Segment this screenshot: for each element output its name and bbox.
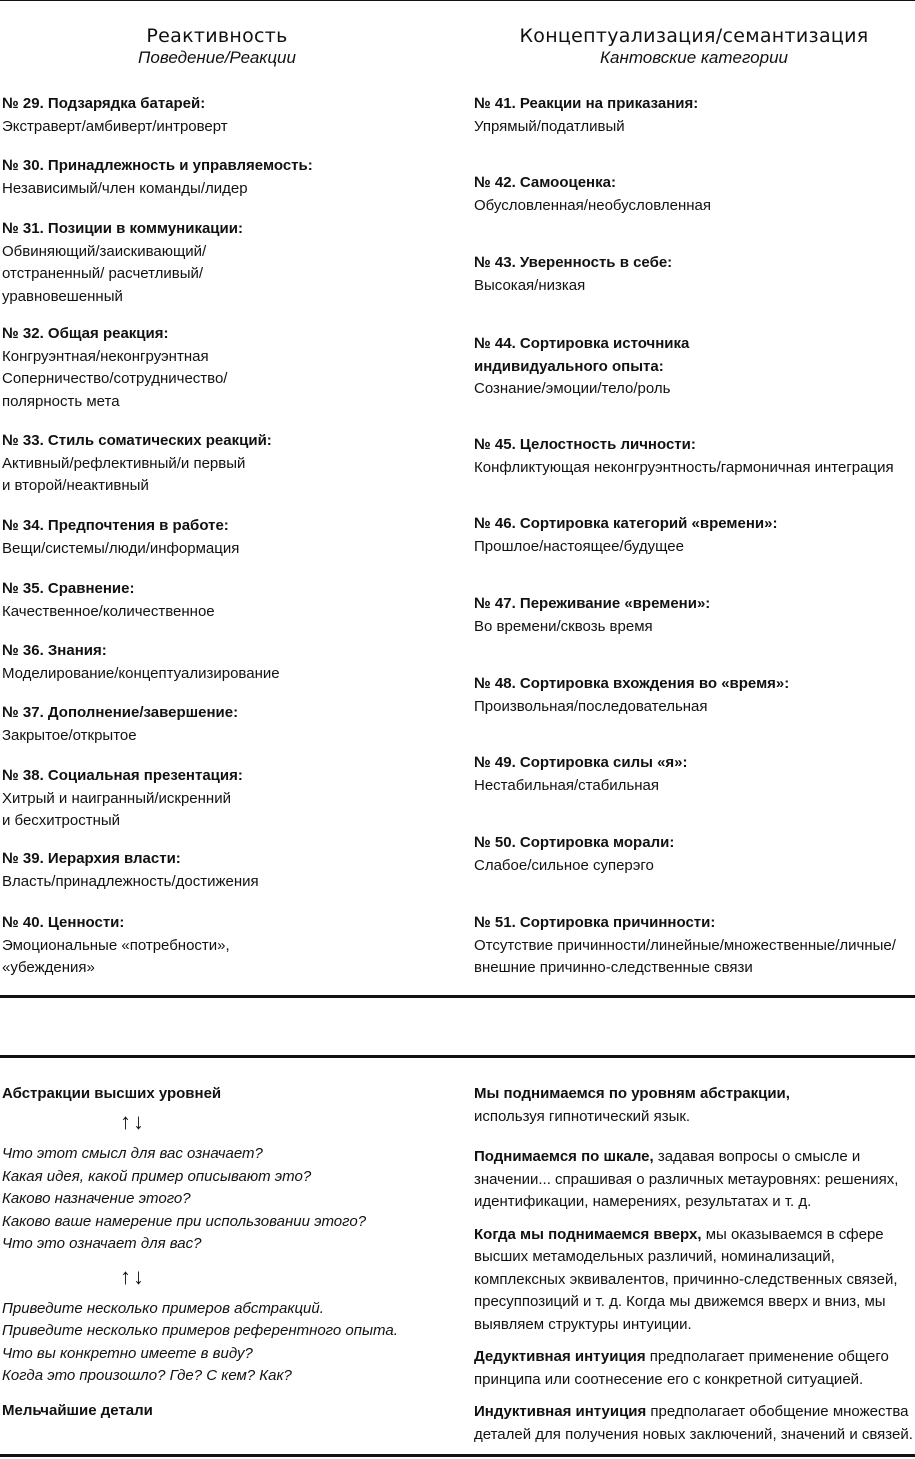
left-item [2, 155, 313, 200]
ladder-heading-bottom: Мельчайшие детали [2, 1401, 153, 1419]
item-title: № 31. Позиции в коммуникации: [2, 220, 243, 237]
p1-bold: Мы поднимаемся по уровням абстракции, [474, 1085, 790, 1102]
question-up: Что этот смысл для вас означает? [2, 1145, 263, 1162]
left-item [2, 912, 230, 980]
question-up: Каково назначение этого? [2, 1190, 191, 1207]
left-item [2, 702, 238, 747]
left-column-header [2, 24, 432, 68]
item-description: Конфликтующая неконгруэнтность/гармоничная интеграция [474, 458, 894, 476]
right-item [474, 752, 688, 797]
item-title: № 35. Сравнение: [2, 580, 135, 597]
right-item [474, 593, 710, 638]
question-up: Каково ваше намерение при использовании этого? [2, 1212, 367, 1230]
up-down-arrows-icon: ↑↓ [120, 1109, 146, 1134]
left-item [2, 578, 215, 623]
item-title: № 40. Ценности: [2, 914, 125, 931]
left-item [2, 430, 272, 498]
item-description: Произвольная/последовательная [474, 697, 708, 715]
item-title: № 36. Знания: [2, 642, 107, 659]
right-item [474, 172, 711, 217]
left-item [2, 515, 239, 560]
p4-bold: Дедуктивная интуиция [474, 1348, 646, 1365]
item-title: № 29. Подзарядка батарей: [2, 95, 206, 112]
item-description: Вещи/системы/люди/информация [2, 539, 240, 557]
item-description: Обвиняющий/заискивающий/ [2, 242, 207, 260]
left-column-subtitle: Поведение/Реакции [138, 48, 296, 67]
item-title: № 48. Сортировка вхождения во «время»: [474, 675, 790, 692]
left-item [2, 848, 259, 893]
p2-text: задавая вопросы о смысле и значении... спрашивая о различных метауровнях: решениях, идентификации, намерениях, результатах и т. д. [474, 1148, 899, 1210]
right-item [474, 93, 698, 138]
left-item [2, 640, 280, 685]
right-item [474, 434, 894, 479]
item-description: Нестабильная/стабильная [474, 776, 660, 794]
p5-bold: Индуктивная интуиция [474, 1403, 647, 1420]
right-item [474, 252, 672, 297]
left-item [2, 765, 243, 833]
paragraph-3 [474, 1224, 914, 1337]
item-description: внешние причинно-следственные связи [474, 959, 753, 976]
right-column-subtitle: Кантовские категории [599, 48, 789, 67]
abstraction-explanation [474, 1083, 914, 1456]
right-column [474, 24, 914, 78]
item-description: Сознание/эмоции/тело/роль [474, 380, 671, 397]
questions-down [2, 1298, 442, 1388]
right-item [474, 912, 896, 980]
left-item [2, 323, 227, 413]
page-bottom-rule [0, 1454, 915, 1457]
right-item [474, 333, 689, 401]
item-description: полярность мета [2, 392, 120, 410]
item-title: № 33. Стиль соматических реакций: [2, 432, 272, 449]
p5-text: предполагает обобщение множества деталей для получения новых заключений, значений и связей. [474, 1403, 913, 1443]
item-title: № 38. Социальная презентация: [2, 767, 243, 784]
item-title: № 50. Сортировка морали: [474, 834, 675, 851]
abstraction-ladder [2, 1083, 442, 1422]
item-description: «убеждения» [2, 959, 95, 976]
item-title: № 42. Самооценка: [474, 174, 616, 191]
item-title: № 43. Уверенность в себе: [474, 254, 673, 271]
p4-text: предполагает применение общего принципа или соотнесение его с конкретной ситуацией. [474, 1348, 889, 1388]
ladder-heading-top: Абстракции высших уровней [2, 1085, 222, 1102]
item-description: Высокая/низкая [474, 276, 586, 294]
paragraph-2 [474, 1146, 914, 1214]
item-description: Конгруэнтная/неконгруэнтная [2, 347, 209, 365]
right-item [474, 673, 789, 718]
item-description: и бесхитростный [2, 812, 121, 829]
item-description: отстраненный/ расчетливый/ [2, 265, 204, 282]
item-description: Независимый/член команды/лидер [2, 179, 248, 197]
question-up: Какая идея, какой пример описывают это? [2, 1167, 312, 1185]
item-description: Соперничество/сотрудничество/ [2, 370, 228, 387]
paragraph-1 [474, 1083, 914, 1128]
item-title: № 39. Иерархия власти: [2, 850, 181, 867]
item-title: № 37. Дополнение/завершение: [2, 704, 239, 721]
left-column-title: Реактивность [146, 25, 288, 47]
question-down: Приведите несколько примеров референтного опыта. [2, 1322, 398, 1339]
item-description: Власть/принадлежность/достижения [2, 872, 259, 890]
left-item [2, 218, 243, 308]
item-title: № 34. Предпочтения в работе: [2, 517, 229, 534]
question-up: Что это означает для вас? [2, 1235, 202, 1252]
item-title: № 45. Целостность личности: [474, 436, 696, 453]
paragraph-5 [474, 1401, 914, 1446]
item-title: № 49. Сортировка силы «я»: [474, 754, 688, 771]
left-item [2, 93, 228, 138]
section-divider-bottom [0, 1055, 915, 1058]
item-title: № 51. Сортировка причинности: [474, 914, 716, 931]
item-description: Качественное/количественное [2, 602, 215, 620]
item-title: № 46. Сортировка категорий «времени»: [474, 515, 778, 532]
item-description: Хитрый и наигранный/искренний [2, 789, 231, 807]
item-description: Отсутствие причинности/линейные/множественные/личные/ [474, 936, 896, 954]
item-description: и второй/неактивный [2, 477, 149, 494]
question-down: Что вы конкретно имеете в виду? [2, 1344, 253, 1362]
item-description: Во времени/сквозь время [474, 617, 653, 635]
item-description: Слабое/сильное суперэго [474, 856, 654, 874]
p3-bold: Когда мы поднимаемся вверх, [474, 1225, 702, 1243]
item-title: № 44. Сортировка источника [474, 335, 690, 352]
questions-up [2, 1143, 442, 1256]
up-down-arrows-icon: ↑↓ [120, 1263, 146, 1289]
item-title: № 30. Принадлежность и управляемость: [2, 157, 313, 174]
item-title: № 47. Переживание «времени»: [474, 595, 711, 612]
item-title: № 41. Реакции на приказания: [474, 95, 699, 112]
right-item [474, 513, 777, 558]
p1-text: используя гипнотический язык. [474, 1107, 691, 1125]
section-divider-top [0, 995, 915, 998]
item-description: уравновешенный [2, 287, 123, 305]
item-description: Упрямый/податливый [474, 117, 625, 135]
item-description: Прошлое/настоящее/будущее [474, 537, 684, 555]
item-title-continued: индивидуального опыта: [474, 357, 664, 375]
question-down: Приведите несколько примеров абстракций. [2, 1299, 324, 1317]
item-description: Закрытое/открытое [2, 726, 137, 744]
right-column-header [474, 24, 914, 68]
item-description: Эмоциональные «потребности», [2, 936, 230, 954]
item-description: Экстраверт/амбиверт/интроверт [2, 117, 228, 135]
item-title: № 32. Общая реакция: [2, 325, 169, 342]
question-down: Когда это произошло? Где? С кем? Как? [2, 1367, 292, 1384]
right-column-title: Концептуализация/семантизация [519, 25, 869, 47]
right-item [474, 832, 674, 877]
p3-text: мы оказываемся в сфере высших метамодельных различий, номинализаций, комплексных эквивалентов, причинно-следственных связей, пресуппозиций и т. д. Когда мы движемся вверх и вниз, мы выявляем структуры интуиции. [474, 1225, 898, 1333]
item-description: Активный/рефлективный/и первый [2, 454, 246, 472]
p2-bold: Поднимаемся по шкале, [474, 1148, 654, 1165]
left-column [2, 24, 432, 78]
top-rule [0, 0, 915, 1]
paragraph-4 [474, 1346, 914, 1391]
item-description: Обусловленная/необусловленная [474, 196, 712, 214]
item-description: Моделирование/концептуализирование [2, 664, 280, 682]
